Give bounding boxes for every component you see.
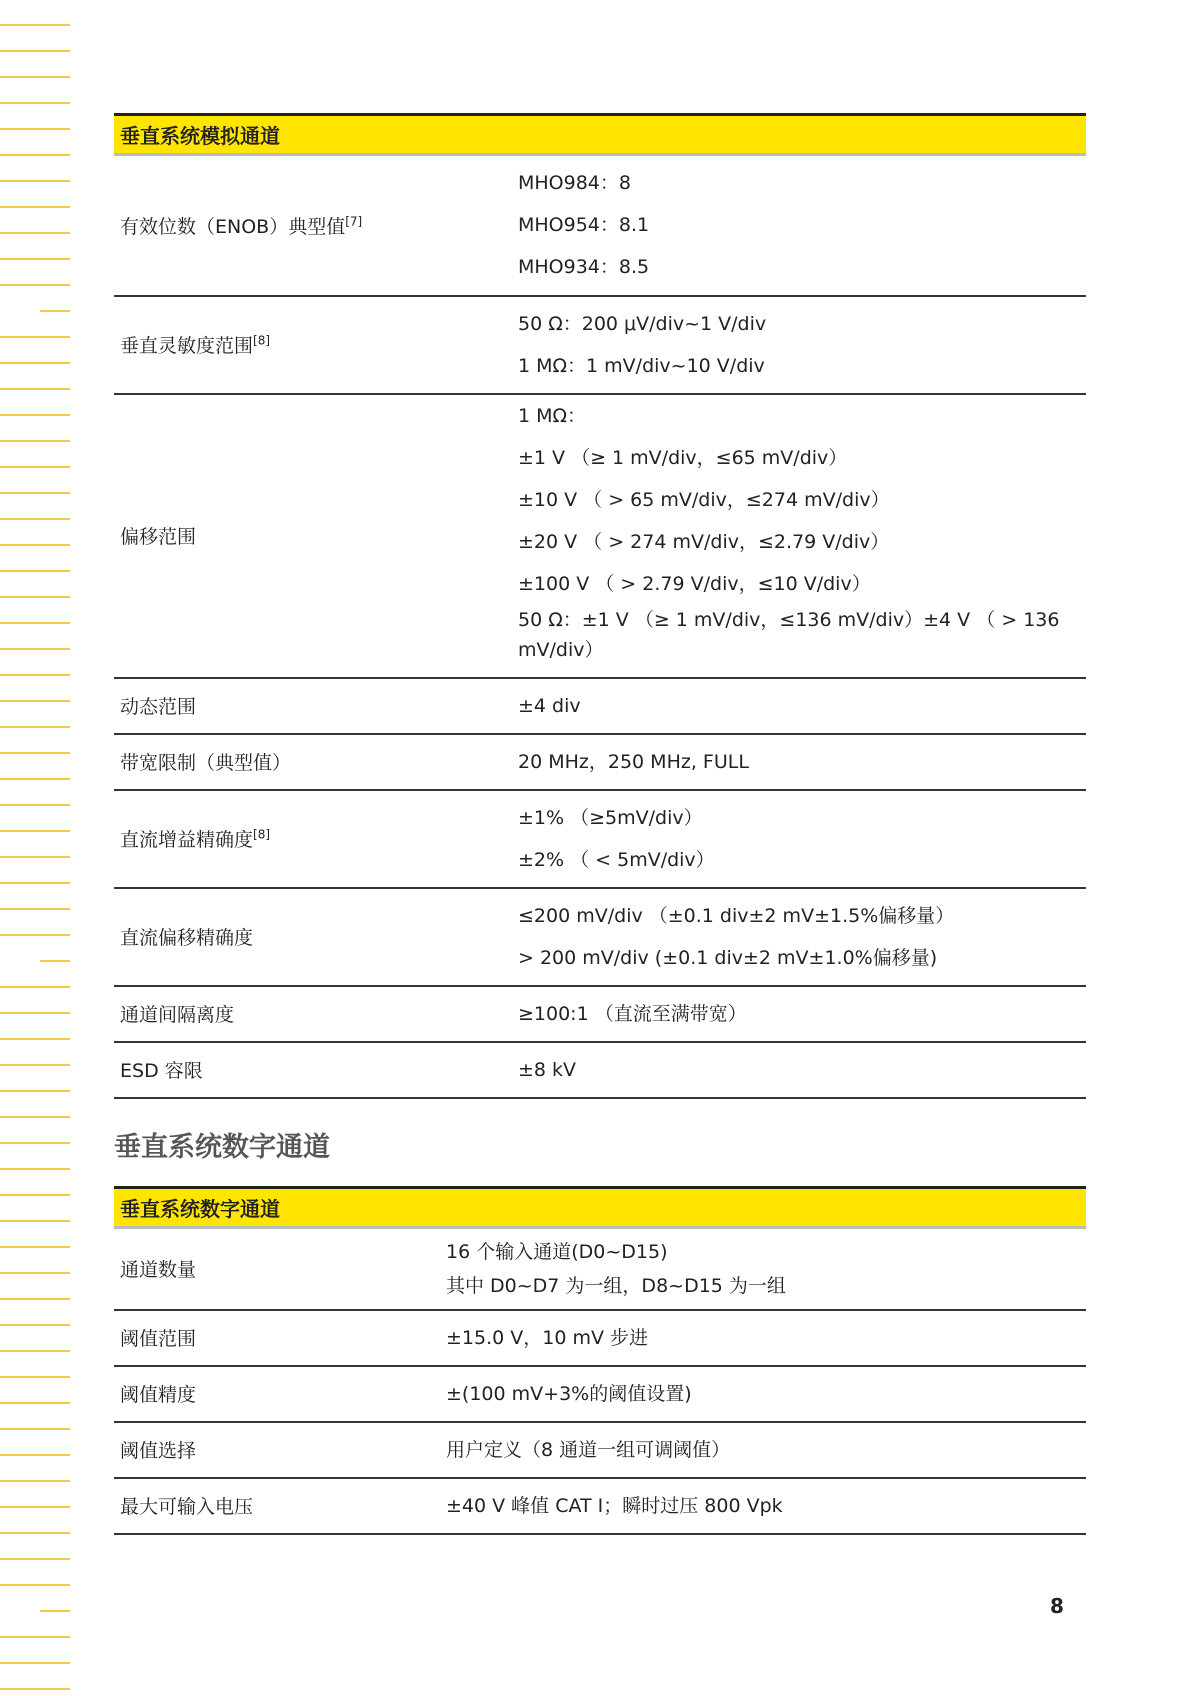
spec-label-cell — [114, 1478, 440, 1534]
analog-channel-spec-table — [114, 113, 1086, 1099]
spec-value-line: ±15.0 V，10 mV 步进 — [446, 1326, 649, 1349]
spec-label: 垂直灵敏度范围 — [120, 335, 254, 357]
footnote-ref: [7] — [345, 214, 363, 229]
spec-value-line: 1 MΩ： — [518, 404, 587, 427]
spec-value-line: ±100 V （ > 2.79 V/div，≤10 V/div） — [518, 572, 871, 595]
spec-value-cell — [440, 1422, 1086, 1478]
spec-value-line: ≤200 mV/div （±0.1 div±2 mV±1.5%偏移量） — [518, 904, 955, 927]
spec-value-line: > 200 mV/div (±0.1 div±2 mV±1.0%偏移量) — [518, 946, 938, 969]
table-body — [114, 1228, 1086, 1534]
spec-value-line: ±(100 mV+3%的阈值设置) — [446, 1382, 692, 1405]
spec-label-cell — [114, 734, 512, 790]
spec-value-line: ≥100:1 （直流至满带宽） — [518, 1002, 747, 1025]
table-row — [114, 296, 1086, 394]
spec-value-line: 16 个输入通道(D0~D15) — [446, 1240, 668, 1263]
spec-label-cell — [114, 1042, 512, 1098]
spec-value-line: MHO984：8 — [518, 172, 631, 195]
spec-value-line: 1 MΩ：1 mV/div~10 V/div — [518, 354, 765, 377]
table-row — [114, 678, 1086, 734]
spec-value-line: 其中 D0~D7 为一组，D8~D15 为一组 — [446, 1274, 786, 1297]
spec-value-cell — [440, 1310, 1086, 1366]
spec-label-cell — [114, 1422, 440, 1478]
footnote-ref: [8] — [253, 827, 271, 842]
spec-label: 阈值选择 — [120, 1440, 197, 1462]
table-row — [114, 734, 1086, 790]
spec-label: 带宽限制（典型值） — [120, 752, 292, 774]
spec-value-line: 20 MHz，250 MHz, FULL — [518, 750, 749, 773]
spec-label-cell — [114, 986, 512, 1042]
spec-label: 阈值范围 — [120, 1328, 197, 1350]
page-number: 8 — [1050, 1594, 1064, 1618]
table-body — [114, 155, 1086, 1098]
spec-value-line: 50 Ω：200 μV/div~1 V/div — [518, 312, 767, 335]
spec-value-cell — [440, 1478, 1086, 1534]
table-row — [114, 1366, 1086, 1422]
spec-label: 直流增益精确度 — [120, 829, 254, 851]
spec-value-line: MHO934：8.5 — [518, 256, 650, 279]
table-row — [114, 790, 1086, 888]
spec-value-cell — [512, 790, 1086, 888]
spec-label-cell — [114, 1310, 440, 1366]
spec-label-cell — [114, 296, 512, 394]
decorative-stripe-accent — [0, 12, 40, 1696]
spec-label-cell — [114, 155, 512, 296]
spec-value-line: ±10 V （ > 65 mV/div，≤274 mV/div） — [518, 488, 890, 511]
spec-label: ESD 容限 — [120, 1060, 203, 1082]
spec-value-cell — [512, 888, 1086, 986]
table-row — [114, 1310, 1086, 1366]
spec-value-line: ±2% （ < 5mV/div） — [518, 848, 715, 871]
spec-label: 有效位数（ENOB）典型值 — [120, 215, 346, 238]
spec-value-cell — [440, 1228, 1086, 1310]
spec-value-line: ±1 V （≥ 1 mV/div，≤65 mV/div） — [518, 446, 848, 469]
spec-label-cell — [114, 678, 512, 734]
table-row — [114, 888, 1086, 986]
spec-value-line: ±1% （≥5mV/div） — [518, 806, 703, 829]
table-row — [114, 1042, 1086, 1098]
spec-value-cell — [512, 296, 1086, 394]
table-header: 垂直系统模拟通道 — [114, 115, 1086, 155]
table-row — [114, 1478, 1086, 1534]
spec-value-line: 50 Ω：±1 V （≥ 1 mV/div，≤136 mV/div）±4 V （ > 136 mV/div） — [518, 608, 1060, 661]
spec-label-cell — [114, 790, 512, 888]
spec-value-line: 用户定义（8 通道一组可调阈值） — [446, 1438, 731, 1461]
spec-label: 最大可输入电压 — [120, 1496, 254, 1518]
spec-value-cell — [512, 986, 1086, 1042]
footnote-ref: [8] — [253, 333, 271, 348]
table-row — [114, 1228, 1086, 1310]
spec-value-cell — [512, 734, 1086, 790]
table-row — [114, 394, 1086, 678]
spec-label-cell — [114, 888, 512, 986]
spec-value-cell — [512, 1042, 1086, 1098]
spec-label-cell — [114, 1366, 440, 1422]
spec-value-cell — [440, 1366, 1086, 1422]
spec-value-line: ±8 kV — [518, 1058, 577, 1081]
spec-value-cell — [512, 155, 1086, 296]
spec-value-line: ±4 div — [518, 694, 581, 717]
table-header: 垂直系统数字通道 — [114, 1188, 1086, 1228]
table-row — [114, 986, 1086, 1042]
spec-label: 直流偏移精确度 — [120, 927, 254, 949]
spec-value-line: ±20 V （ > 274 mV/div，≤2.79 V/div） — [518, 530, 890, 553]
spec-label-cell — [114, 394, 512, 678]
table-row — [114, 1422, 1086, 1478]
spec-value-line: ±40 V 峰值 CAT I；瞬时过压 800 Vpk — [446, 1494, 783, 1517]
spec-label: 通道数量 — [120, 1259, 197, 1282]
spec-value-cell — [512, 678, 1086, 734]
digital-channel-spec-table — [114, 1186, 1086, 1535]
spec-label: 阈值精度 — [120, 1384, 197, 1406]
spec-label: 通道间隔离度 — [120, 1004, 235, 1026]
spec-label: 偏移范围 — [120, 526, 197, 548]
spec-value-cell — [512, 394, 1086, 678]
table-row — [114, 155, 1086, 296]
spec-label-cell — [114, 1228, 440, 1310]
spec-value-line: MHO954：8.1 — [518, 214, 650, 237]
spec-label: 动态范围 — [120, 696, 197, 718]
section-title: 垂直系统数字通道 — [114, 1132, 330, 1163]
